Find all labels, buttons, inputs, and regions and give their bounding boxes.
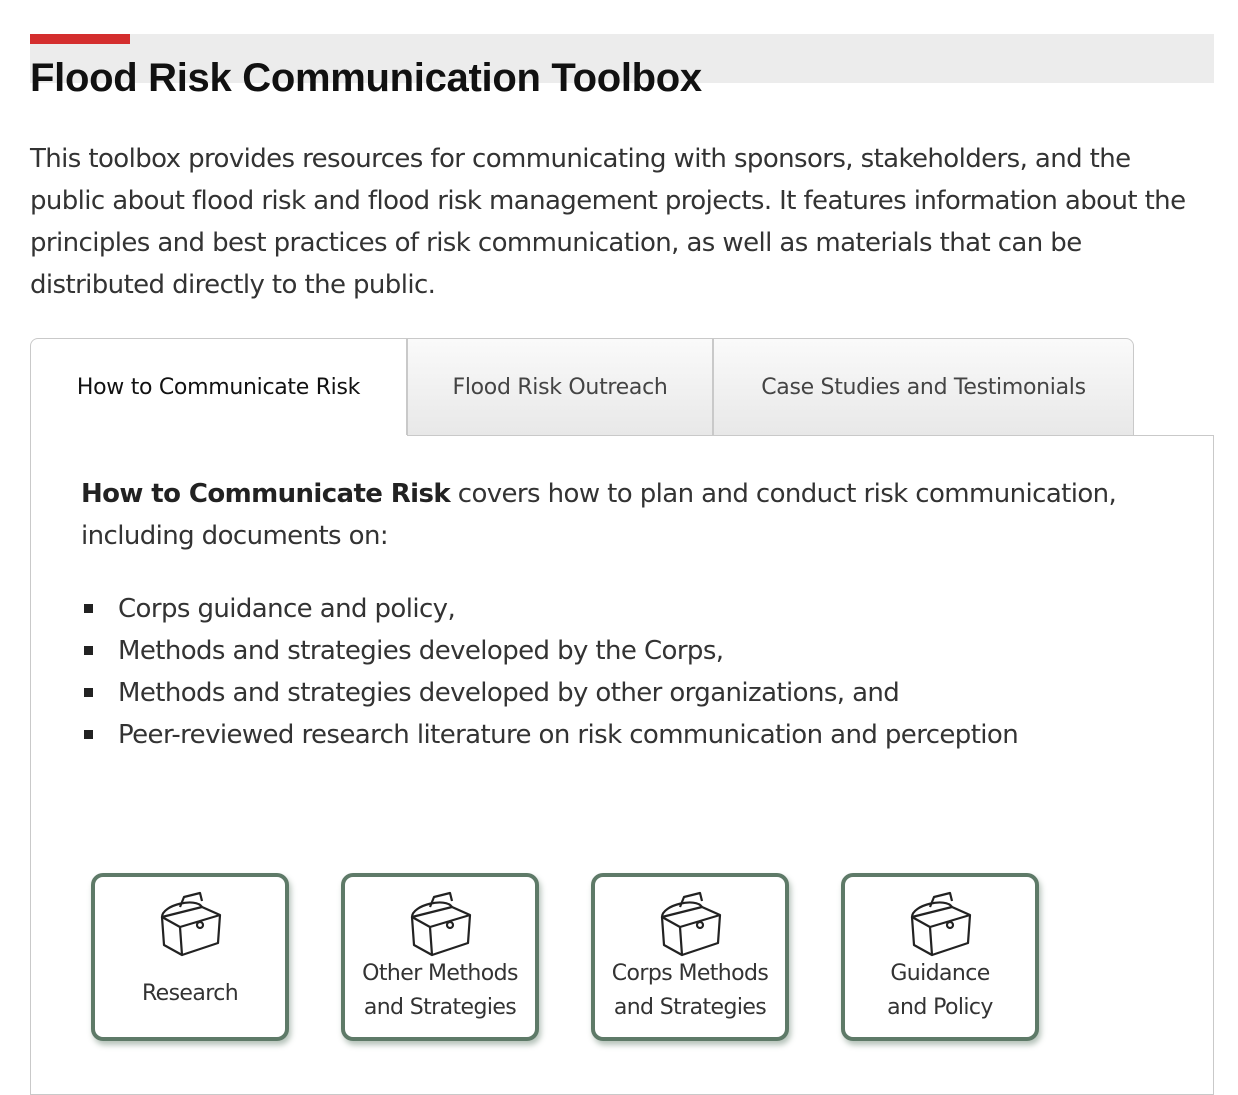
list-item <box>81 630 1018 672</box>
intro-paragraph: This toolbox provides resources for communicating with sponsors, stakeholders, and the public about flood risk and flood risk management projects. It features information about the principles and best practices of risk communication, as well as materials that can be distributed directly to the public. <box>30 144 1186 300</box>
bullet-square-icon <box>84 646 93 655</box>
bullet-square-icon <box>84 604 93 613</box>
toolbox-label-line1: Other Methods <box>362 961 518 986</box>
panel-intro <box>81 473 1181 557</box>
toolbox-label-line1: Guidance <box>890 961 990 986</box>
toolbox-icon <box>400 887 480 957</box>
list-item-text: Methods and strategies developed by other organizations, and <box>118 678 900 708</box>
list-item <box>81 588 1018 630</box>
tab-bar <box>30 338 1134 436</box>
page-title: Flood Risk Communication Toolbox <box>30 56 702 100</box>
toolbox-label: Research <box>141 981 239 1006</box>
tab-case-studies[interactable]: Case Studies and Testimonials <box>713 338 1134 436</box>
list-item <box>81 714 1018 756</box>
toolbox-icon <box>650 887 730 957</box>
toolbox-label-line2: and Policy <box>887 995 993 1020</box>
tab-how-to-communicate-risk[interactable]: How to Communicate Risk <box>30 338 407 436</box>
toolbox-guidance-policy-button[interactable] <box>841 873 1039 1041</box>
toolbox-links <box>91 873 1039 1041</box>
toolbox-label <box>612 957 768 1025</box>
list-item-text: Corps guidance and policy, <box>118 594 456 624</box>
toolbox-research-button[interactable] <box>91 873 289 1041</box>
title-accent-bar <box>30 34 130 44</box>
toolbox-label-line2: and Strategies <box>613 995 767 1020</box>
toolbox-icon <box>900 887 980 957</box>
list-item <box>81 672 1018 714</box>
bullet-square-icon <box>84 730 93 739</box>
tab-flood-risk-outreach[interactable]: Flood Risk Outreach <box>407 338 713 436</box>
toolbox-label-line2: and Strategies <box>363 995 517 1020</box>
toolbox-label <box>887 957 993 1025</box>
toolbox-other-methods-button[interactable] <box>341 873 539 1041</box>
list-item-text: Methods and strategies developed by the Corps, <box>118 636 724 666</box>
panel-top-border <box>407 435 1214 436</box>
tab-panel <box>30 435 1214 1095</box>
panel-intro-text: covers how to plan and conduct risk communication, including documents on: <box>81 479 1117 551</box>
toolbox-label <box>362 957 518 1025</box>
bullet-square-icon <box>84 688 93 697</box>
list-item-text: Peer-reviewed research literature on risk communication and perception <box>118 720 1019 750</box>
toolbox-icon <box>150 887 230 957</box>
toolbox-label-line1: Corps Methods <box>611 961 769 986</box>
toolbox-corps-methods-button[interactable] <box>591 873 789 1041</box>
panel-intro-bold: How to Communicate Risk <box>81 479 451 509</box>
document-list <box>81 588 1018 756</box>
